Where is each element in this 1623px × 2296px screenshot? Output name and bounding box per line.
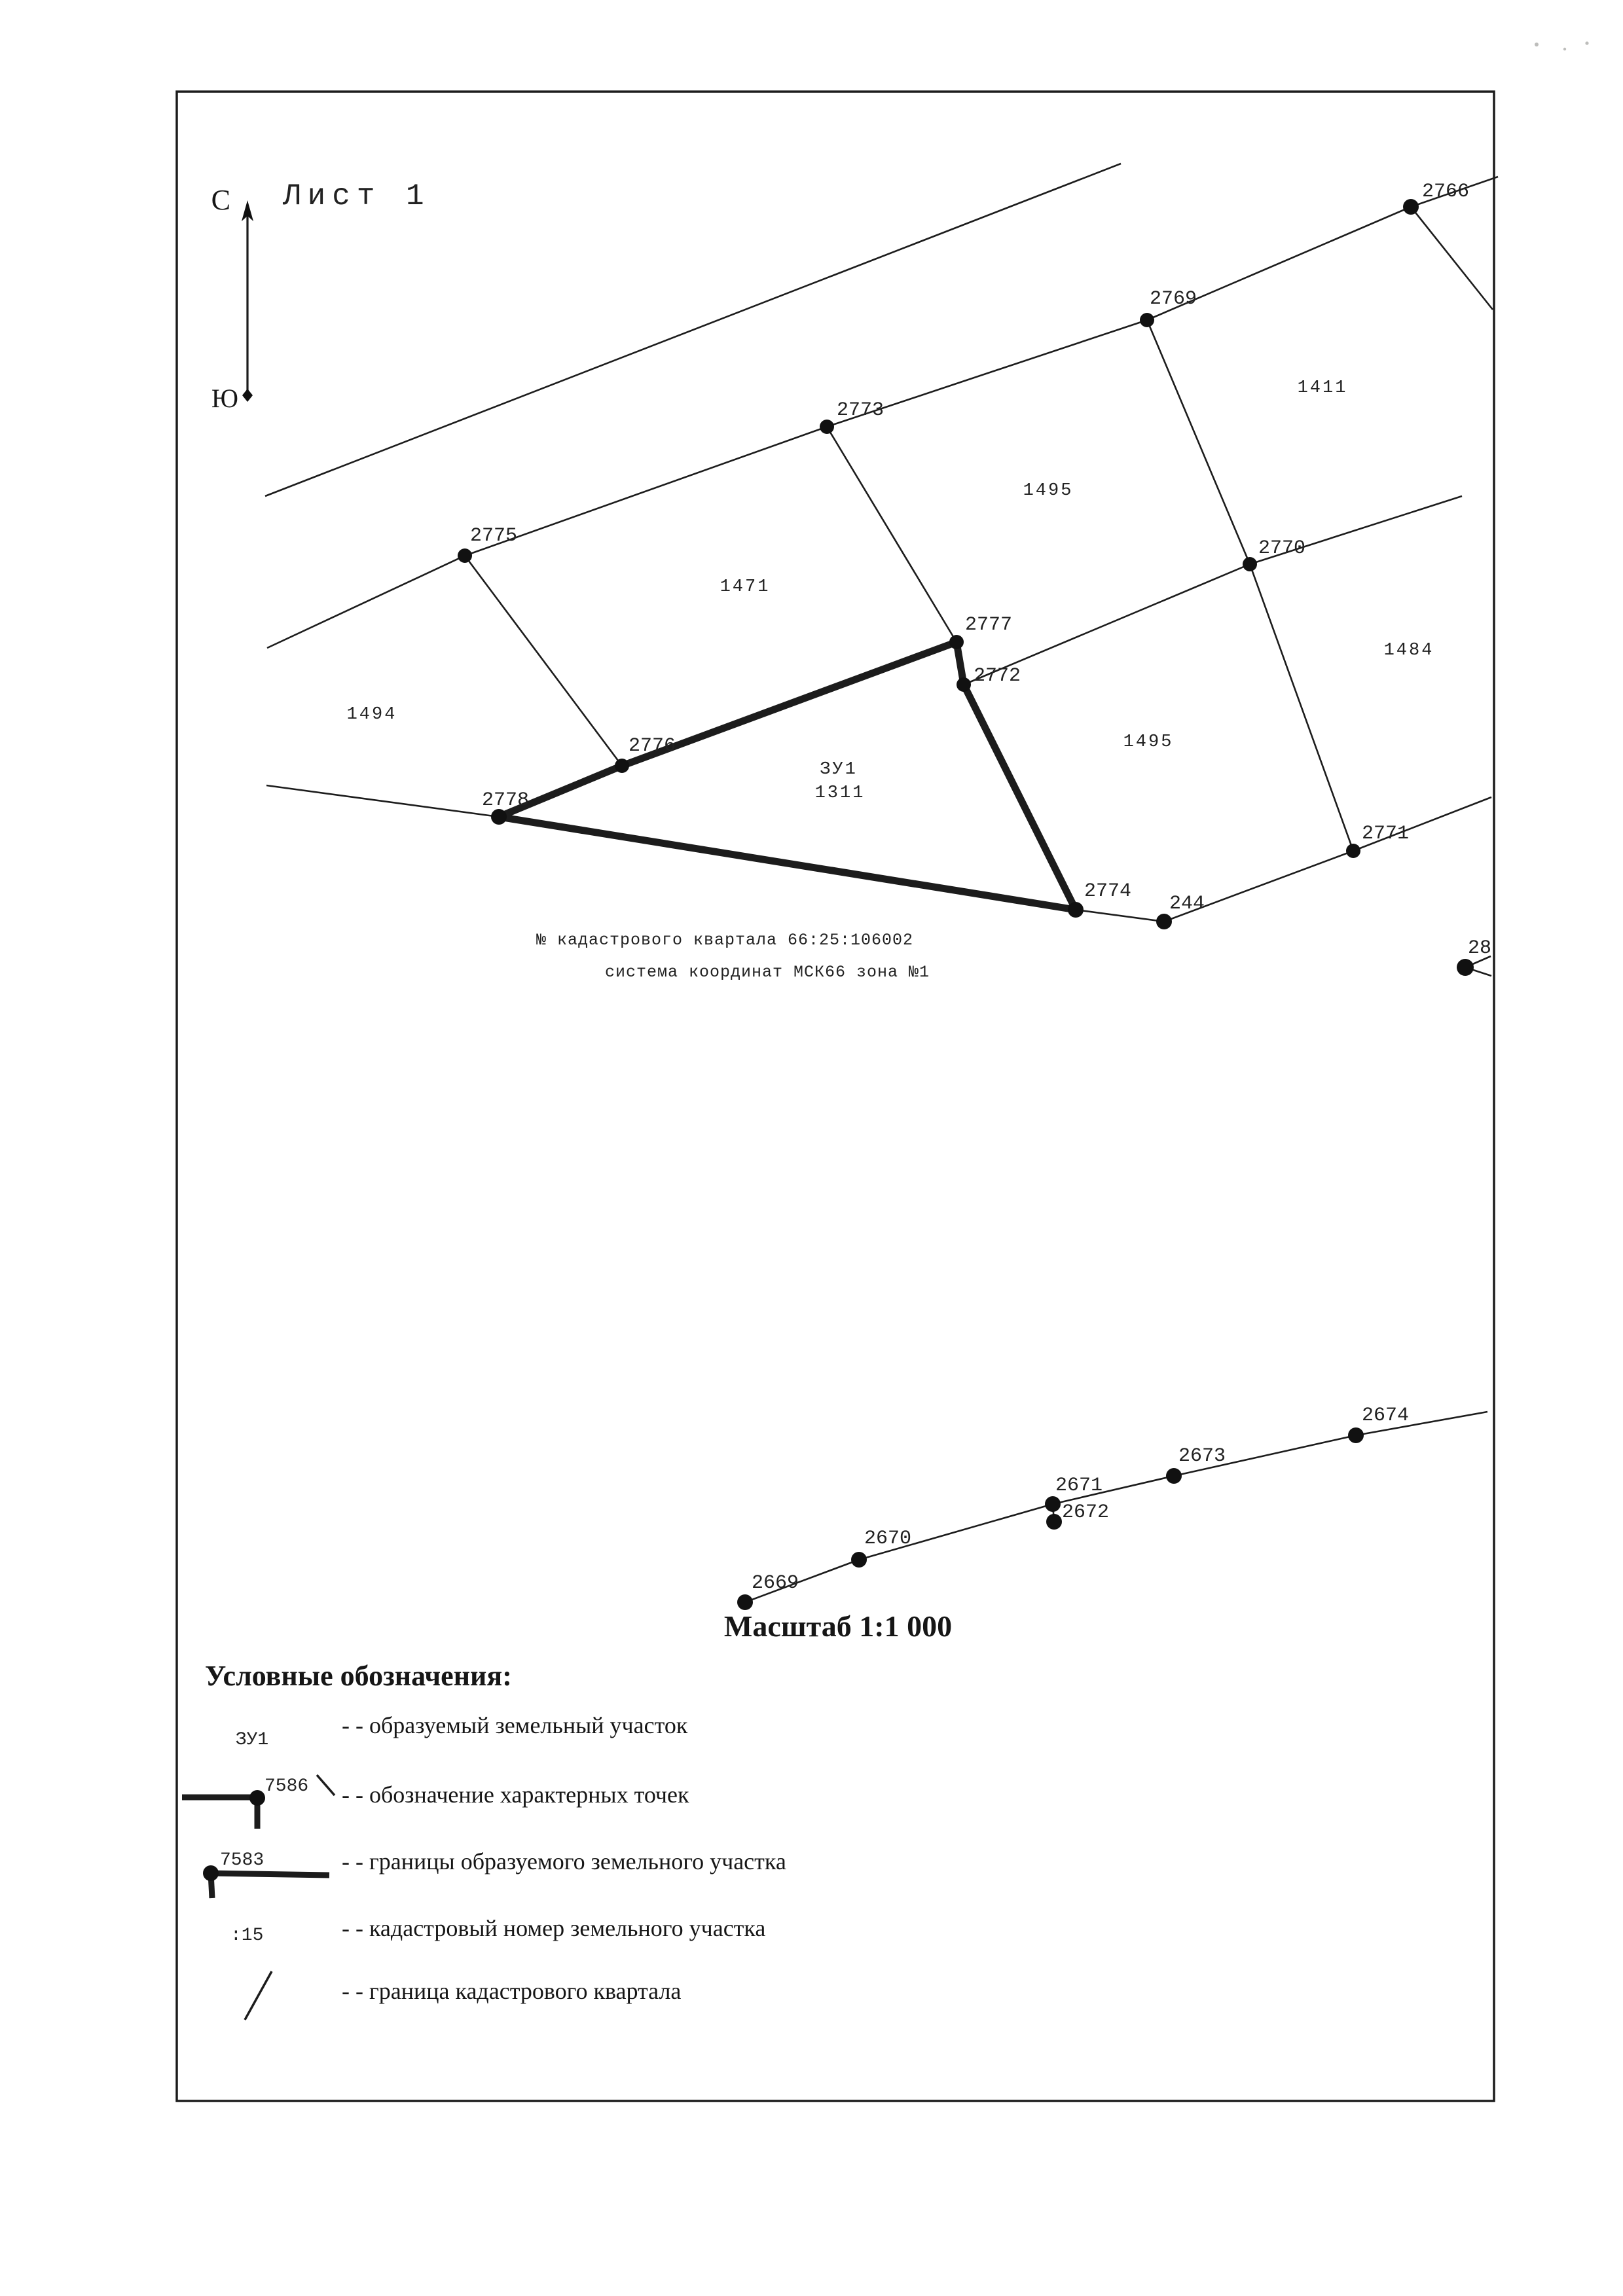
parcel-label-1484-4: 1484 bbox=[1383, 641, 1434, 660]
survey-point-dot-2669 bbox=[737, 1594, 753, 1610]
cadastral-quarter-boundary-line bbox=[265, 164, 1121, 496]
survey-point-label-2671: 2671 bbox=[1055, 1475, 1103, 1497]
legend-symbol-7583-dot bbox=[203, 1865, 219, 1881]
survey-point-dot-2771 bbox=[1346, 844, 1360, 858]
legend-symbol-15-label: :15 bbox=[230, 1926, 264, 1946]
parcel-label-1495-2: 1495 bbox=[1023, 481, 1074, 501]
survey-point-label-2770: 2770 bbox=[1258, 537, 1306, 560]
survey-point-dot-2772 bbox=[957, 677, 971, 692]
survey-point-dot-2672 bbox=[1046, 1514, 1062, 1530]
legend-symbol-formed-boundary bbox=[203, 1850, 329, 1898]
scan-speck bbox=[1585, 41, 1588, 45]
compass-south-label: Ю bbox=[211, 384, 238, 413]
survey-point-label-2674: 2674 bbox=[1362, 1405, 1410, 1427]
legend-symbol-char-points bbox=[182, 1775, 335, 1829]
boundary-2766-branch bbox=[1411, 207, 1493, 310]
boundary-2773-2777 bbox=[827, 427, 957, 642]
parcel-label-1471-1: 1471 bbox=[720, 577, 771, 597]
survey-point-dot-2775 bbox=[458, 548, 472, 563]
scan-speck bbox=[1535, 43, 1539, 46]
legend-symbol-7586-slash bbox=[317, 1775, 335, 1795]
survey-point-dot-2774 bbox=[1068, 902, 1084, 918]
lower-boundary-polyline bbox=[745, 1412, 1487, 1602]
scale-label: Масштаб 1:1 000 bbox=[723, 1609, 953, 1643]
survey-point-dot-28 bbox=[1457, 959, 1474, 976]
survey-point-label-2670: 2670 bbox=[864, 1528, 912, 1550]
survey-point-dot-2773 bbox=[820, 420, 834, 434]
legend-symbol-7583-label: 7583 bbox=[220, 1850, 264, 1871]
survey-point-label-28: 28 bbox=[1468, 937, 1492, 960]
compass-north-label: С bbox=[211, 184, 230, 216]
survey-point-label-2769: 2769 bbox=[1150, 288, 1197, 310]
formed-parcel-designation-label: ЗУ1 bbox=[820, 760, 858, 780]
boundary-west-2778 bbox=[266, 785, 499, 817]
north-arrow-diamond-icon bbox=[242, 389, 253, 402]
parcel-labels-group bbox=[347, 378, 1434, 752]
survey-point-dot-2766 bbox=[1403, 199, 1419, 215]
survey-point-label-2771: 2771 bbox=[1362, 823, 1410, 845]
cadastral-quarter-note: № кадастрового квартала 66:25:106002 bbox=[536, 931, 914, 950]
survey-point-label-2673: 2673 bbox=[1178, 1445, 1226, 1467]
sheet-title: Лист 1 bbox=[283, 179, 431, 213]
legend-item-char-points: - - обозначение характерных точек bbox=[342, 1782, 689, 1808]
survey-point-label-2778: 2778 bbox=[482, 789, 530, 812]
legend-symbol-7583-hline bbox=[211, 1873, 329, 1875]
survey-point-label-2777: 2777 bbox=[965, 614, 1013, 636]
survey-point-dot-2769 bbox=[1140, 313, 1154, 327]
survey-point-dot-2674 bbox=[1348, 1427, 1364, 1443]
survey-point-label-2772: 2772 bbox=[974, 665, 1021, 687]
legend-symbol-zu1-label: ЗУ1 bbox=[235, 1730, 269, 1750]
coordinate-system-note: система координат МСК66 зона №1 bbox=[604, 963, 930, 982]
boundary-2775-2776 bbox=[465, 556, 622, 766]
legend-symbol-7586-dot bbox=[249, 1790, 265, 1806]
legend-symbol-quarter-slash bbox=[245, 1971, 272, 2020]
legend-symbol-7586-label: 7586 bbox=[264, 1776, 309, 1797]
survey-point-label-244: 244 bbox=[1169, 893, 1205, 915]
survey-point-label-2766: 2766 bbox=[1422, 181, 1470, 203]
legend-item-cadastral-number: - - кадастровый номер земельного участка bbox=[342, 1915, 766, 1941]
formed-parcel-number-label: 1311 bbox=[814, 783, 866, 803]
parcel-label-1411-3: 1411 bbox=[1297, 378, 1348, 398]
survey-point-label-2776: 2776 bbox=[629, 735, 676, 757]
survey-point-dot-2770 bbox=[1243, 557, 1257, 571]
parcel-label-1494-0: 1494 bbox=[346, 705, 397, 725]
survey-point-dot-2777 bbox=[949, 635, 964, 649]
survey-point-label-2672: 2672 bbox=[1062, 1501, 1110, 1524]
parcel-label-1495-5: 1495 bbox=[1123, 732, 1174, 752]
survey-point-label-2774: 2774 bbox=[1084, 880, 1132, 903]
survey-point-label-2775: 2775 bbox=[470, 525, 518, 547]
survey-point-dot-244 bbox=[1156, 914, 1172, 929]
legend-item-quarter-boundary: - - граница кадастрового квартала bbox=[342, 1978, 682, 2004]
survey-point-dot-2776 bbox=[615, 759, 629, 773]
survey-point-label-2773: 2773 bbox=[837, 399, 884, 422]
scan-speck bbox=[1563, 48, 1566, 50]
boundary-2769-2770-2771 bbox=[1147, 320, 1353, 851]
legend-item-formed-parcel: - - образуемый земельный участок bbox=[342, 1712, 688, 1738]
compass bbox=[211, 184, 253, 413]
legend-title: Условные обозначения: bbox=[205, 1660, 512, 1692]
survey-point-label-2669: 2669 bbox=[752, 1572, 799, 1594]
survey-point-dot-2671 bbox=[1045, 1496, 1061, 1512]
survey-point-dot-2670 bbox=[851, 1552, 867, 1568]
survey-point-dot-2673 bbox=[1166, 1468, 1182, 1484]
legend-item-formed-boundary: - - границы образуемого земельного участка bbox=[342, 1848, 786, 1874]
